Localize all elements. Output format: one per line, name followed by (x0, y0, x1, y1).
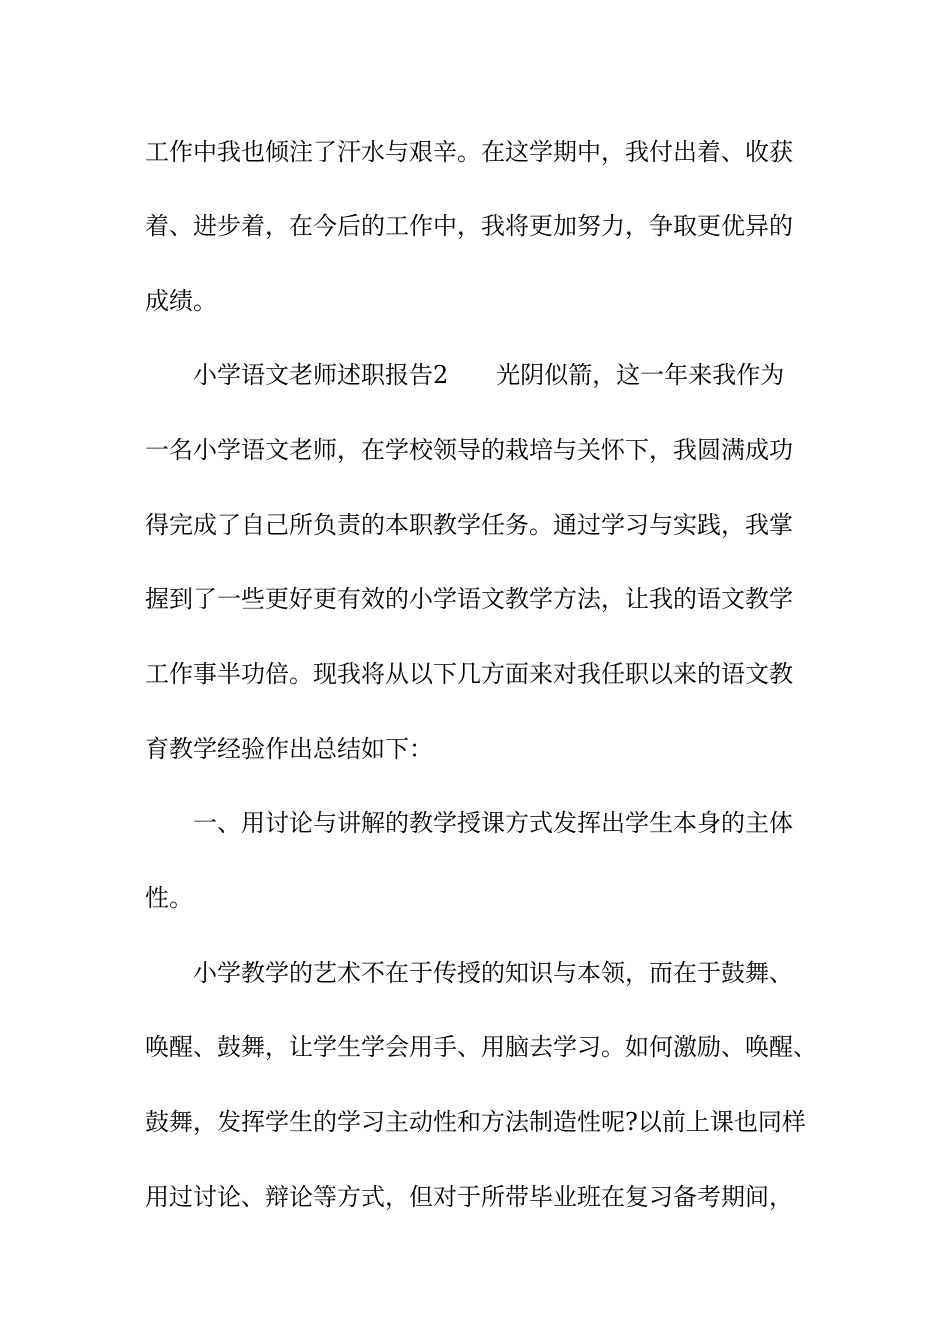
text-line: 用过讨论、辩论等方式，但对于所带毕业班在复习备考期间， (145, 1183, 793, 1211)
section-heading-line: 小学语文老师述职报告2 光阴似箭，这一年来我作为 (193, 361, 785, 389)
text-line: 得完成了自己所负责的本职教学任务。通过学习与实践，我掌 (145, 511, 793, 539)
text-line: 握到了一些更好更有效的小学语文教学方法，让我的语文教学 (145, 585, 793, 613)
text-line: 鼓舞，发挥学生的学习主动性和方法制造性呢?以前上课也同样 (145, 1108, 806, 1136)
text-line: 育教学经验作出总结如下： (145, 735, 433, 763)
text-line: 工作事半功倍。现我将从以下几方面来对我任职以来的语文教 (145, 660, 793, 688)
text-line: 一名小学语文老师，在学校领导的栽培与关怀下，我圆满成功 (145, 436, 793, 464)
text-line: 唤醒、鼓舞，让学生学会用手、用脑去学习。如何激励、唤醒、 (145, 1033, 817, 1061)
text-line: 性。 (145, 884, 193, 912)
text-line: 工作中我也倾注了汗水与艰辛。在这学期中，我付出着、收获 (145, 138, 793, 166)
text-line: 着、进步着，在今后的工作中，我将更加努力，争取更优异的 (145, 212, 793, 240)
text-line: 小学教学的艺术不在于传授的知识与本领，而在于鼓舞、 (193, 959, 793, 987)
text-line: 成绩。 (145, 287, 217, 315)
subheading-line: 一、用讨论与讲解的教学授课方式发挥出学生本身的主体 (193, 809, 793, 837)
